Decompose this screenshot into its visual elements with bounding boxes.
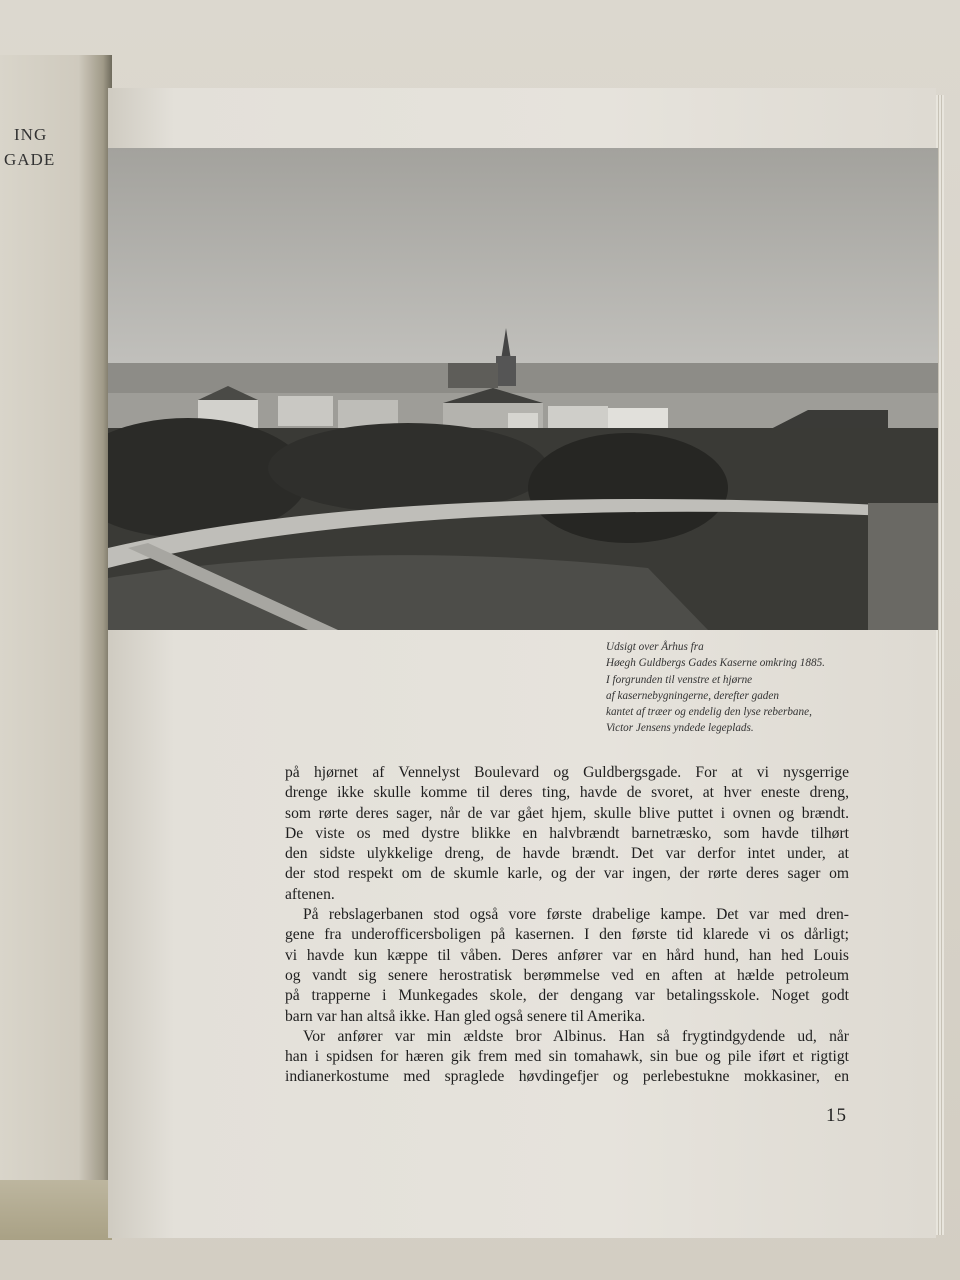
text-line: aftenen. — [285, 885, 335, 903]
caption-line: kantet af træer og endelig den lyse reberbane, — [606, 706, 812, 719]
caption-line: Victor Jensens yndede legeplads. — [606, 722, 754, 735]
left-page — [0, 55, 112, 1235]
text-line: vi havde kun kæppe til våben. Deres anfører var en hård hund, han hed Louis — [285, 946, 849, 964]
text-line: på hjørnet af Vennelyst Boulevard og Guldbergsgade. For at vi nysgerrige — [285, 764, 849, 781]
text-line: På rebslagerbanen stod også vore første drabelige kampe. Det var med dren- — [303, 906, 849, 924]
text-line: som rørte deres sager, når de var gået hjem, skulle blive puttet i ovnen og brændt. — [285, 804, 849, 822]
text-line: gene fra underofficersboligen på kasernen. I den første tid klarede vi os dårligt; — [285, 926, 849, 944]
city-view-photo — [108, 148, 938, 630]
text-line: den sidste ulykkelige dreng, de havde brændt. Det var derfor intet under, at — [285, 845, 849, 863]
text-line: på trapperne i Munkegades skole, der dengang var betalingsskole. Noget godt — [285, 987, 849, 1005]
text-line: han i spidsen for hæren gik frem med sin tomahawk, sin bue og pile iført et rigtigt — [285, 1048, 849, 1066]
text-line: indianerkostume med spraglede høvdingefjer og perlebestukne mokkasiner, en — [285, 1068, 849, 1086]
text-line: drenge ikke skulle komme til deres ting, havde de svoret, at hver eneste dreng, — [285, 784, 849, 802]
caption-line: Høegh Guldbergs Gades Kaserne omkring 1885. — [606, 657, 825, 670]
text-line: og vandt sig senere herostratisk berømmelse ved en aften at hælde petroleum — [285, 966, 849, 984]
caption-line: I forgrunden til venstre et hjørne — [606, 673, 753, 686]
text-line: Vor anfører var min ældste bror Albinus. Han så frygtindgydende ud, når — [303, 1027, 849, 1045]
left-page-text: ING — [14, 125, 48, 144]
text-line: barn var han altså ikke. Han gled også senere til Amerika. — [285, 1007, 646, 1025]
text-line: der stod respekt om de skumle karle, og der var ingen, der rørte deres sager om — [285, 865, 849, 883]
photo-illustration — [108, 148, 938, 630]
caption-line: af kasernebygningerne, derefter gaden — [606, 689, 779, 702]
left-page-text: GADE — [4, 150, 56, 169]
body-text — [285, 763, 849, 1088]
caption-line: Udsigt over Århus fra — [606, 641, 704, 653]
photo-caption — [606, 639, 825, 737]
text-line: De viste os med dystre blikke en halvbrændt barnetræsko, som havde tilhørt — [285, 824, 849, 842]
book-cover-edge — [0, 1180, 112, 1240]
page-number: 15 — [826, 1105, 847, 1126]
